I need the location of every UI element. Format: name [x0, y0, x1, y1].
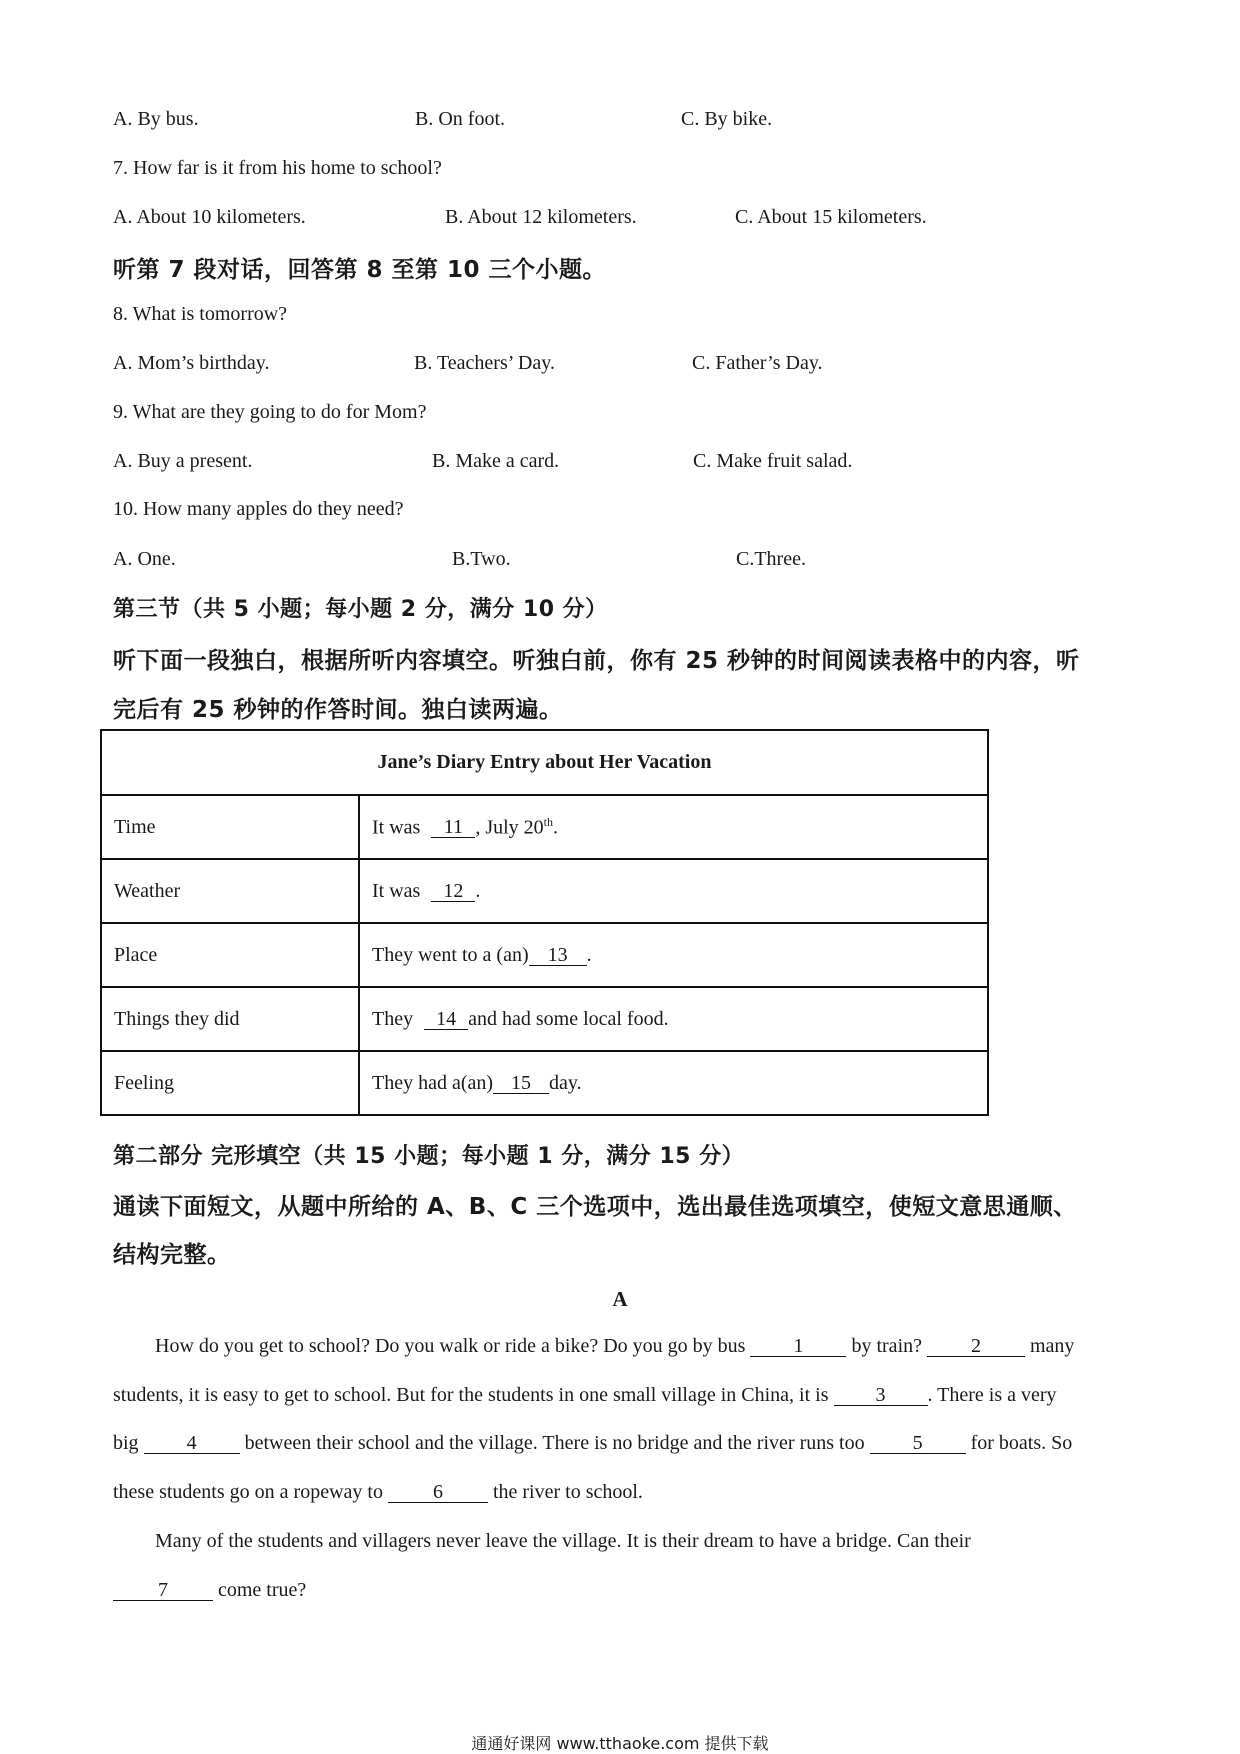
q9-question: 9. What are they going to do for Mom?: [113, 401, 427, 423]
row-label-feeling: Feeling: [101, 1051, 359, 1115]
blank-7: 7: [113, 1580, 213, 1601]
q6-option-a: A. By bus.: [113, 108, 199, 130]
passage-text: between their school and the village. There is no bridge and the river runs too: [239, 1432, 870, 1454]
row-label-place: Place: [101, 923, 359, 987]
q10-option-b: B.Two.: [452, 548, 511, 570]
blank-2: 2: [927, 1336, 1025, 1357]
passage-text: many: [1025, 1335, 1075, 1357]
row-value-feeling: [359, 1051, 988, 1115]
blank-11: 11: [431, 817, 475, 838]
table-row: [101, 987, 988, 1051]
q7-option-b: B. About 12 kilometers.: [445, 206, 637, 228]
row-value-time: [359, 795, 988, 859]
table-row: [101, 923, 988, 987]
passage-text: the river to school.: [487, 1481, 643, 1503]
blank-4: 4: [144, 1433, 240, 1454]
blank-6: 6: [388, 1482, 488, 1503]
passage-label: A: [612, 1287, 628, 1311]
q6-option-b: B. On foot.: [415, 108, 505, 130]
passage-text: these students go on a ropeway to: [113, 1481, 388, 1503]
blank-13: 13: [529, 945, 587, 966]
passage-text: How do you get to school? Do you walk or ride a bike? Do you go by bus: [155, 1335, 751, 1357]
part3-heading: 第三节（共 5 小题；每小题 2 分，满分 10 分）: [113, 597, 608, 622]
q8-option-b: B. Teachers’ Day.: [414, 352, 555, 374]
q9-option-a: A. Buy a present.: [113, 450, 253, 472]
blank-1: 1: [750, 1336, 846, 1357]
q8-option-c: C. Father’s Day.: [692, 352, 823, 374]
row-text: day.: [549, 1071, 582, 1094]
page-footer: 通通好课网 www.tthaoke.com 提供下载: [471, 1734, 769, 1753]
passage-text: . There is a very: [927, 1384, 1057, 1406]
row-text: They went to a (an): [372, 943, 529, 966]
row-text: They: [372, 1007, 419, 1030]
table-title-row: [101, 730, 988, 795]
row-text: .: [475, 879, 481, 902]
part2-instruction-line1: 通读下面短文，从题中所给的 A、B、C 三个选项中，选出最佳选项填空，使短文意思通顺、: [113, 1194, 1077, 1220]
row-text: .: [553, 816, 559, 839]
blank-15: 15: [493, 1073, 549, 1094]
passage-text: for boats. So: [965, 1432, 1073, 1454]
part3-instruction-line2: 完后有 25 秒钟的作答时间。独白读两遍。: [113, 697, 563, 723]
passage-line-6: [113, 1579, 306, 1602]
row-text: It was: [372, 816, 426, 839]
superscript: th: [543, 814, 554, 829]
passage-text: by train?: [846, 1335, 927, 1357]
blank-12: 12: [431, 881, 475, 902]
passage-text: come true?: [213, 1579, 307, 1601]
part2-instruction-line2: 结构完整。: [113, 1242, 231, 1268]
part2-heading: 第二部分 完形填空（共 15 小题；每小题 1 分，满分 15 分）: [113, 1144, 745, 1169]
q8-question: 8. What is tomorrow?: [113, 303, 288, 325]
blank-3: 3: [834, 1385, 928, 1406]
passage-line-1: [155, 1335, 1074, 1358]
table-row: [101, 859, 988, 923]
part3-instruction-line1: 听下面一段独白，根据所听内容填空。听独白前，你有 25 秒钟的时间阅读表格中的内容，听: [113, 648, 1080, 674]
row-text: , July 20: [475, 816, 544, 839]
row-value-place: [359, 923, 988, 987]
row-label-time: Time: [101, 795, 359, 859]
row-text: and had some local food.: [468, 1007, 669, 1030]
passage-line-5: Many of the students and villagers never leave the village. It is their dream to have a bridge. Can their: [155, 1530, 971, 1552]
q10-question: 10. How many apples do they need?: [113, 498, 404, 520]
blank-14: 14: [424, 1009, 468, 1030]
q7-question: 7. How far is it from his home to school?: [113, 157, 442, 179]
row-label-things: Things they did: [101, 987, 359, 1051]
q6-option-c: C. By bike.: [681, 108, 773, 130]
section-dialog7-heading: 听第 7 段对话，回答第 8 至第 10 三个小题。: [113, 257, 607, 283]
row-label-weather: Weather: [101, 859, 359, 923]
diary-table: [100, 729, 989, 1116]
passage-text: big: [113, 1432, 144, 1454]
table-title: Jane’s Diary Entry about Her Vacation: [101, 730, 988, 795]
row-text: .: [586, 943, 592, 966]
q7-option-a: A. About 10 kilometers.: [113, 206, 306, 228]
row-text: They had a(an): [372, 1071, 494, 1094]
q8-option-a: A. Mom’s birthday.: [113, 352, 270, 374]
q10-option-c: C.Three.: [736, 548, 806, 570]
passage-line-3: [113, 1432, 1072, 1455]
passage-line-2: [113, 1384, 1057, 1407]
table-row: [101, 1051, 988, 1115]
q7-option-c: C. About 15 kilometers.: [735, 206, 927, 228]
row-value-weather: [359, 859, 988, 923]
passage-line-4: [113, 1481, 643, 1504]
q10-option-a: A. One.: [113, 548, 176, 570]
row-text: It was: [372, 879, 426, 902]
row-value-things: [359, 987, 988, 1051]
q9-option-b: B. Make a card.: [432, 450, 560, 472]
blank-5: 5: [870, 1433, 966, 1454]
passage-text: students, it is easy to get to school. But for the students in one small village in China, it is: [113, 1384, 834, 1406]
q9-option-c: C. Make fruit salad.: [693, 450, 853, 472]
table-row: [101, 795, 988, 859]
